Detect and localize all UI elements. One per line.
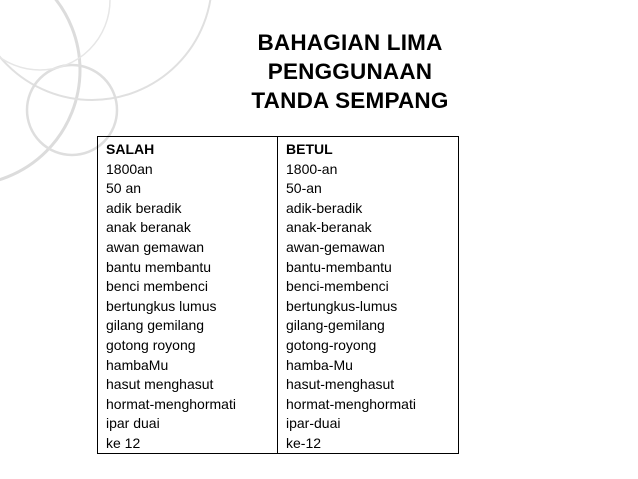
salah-item: hasut menghasut [106,376,214,393]
salah-item: gotong royong [106,336,196,353]
salah-column [98,137,278,453]
betul-item: awan-gemawan [286,238,385,255]
ring-medium [0,0,212,100]
betul-item: bantu-membantu [286,258,392,275]
betul-item: benci-membenci [286,278,389,295]
betul-item: ke-12 [286,434,322,451]
betul-item: hormat-menghormati [286,395,416,412]
betul-item: gotong-royong [286,336,377,353]
salah-item: 50 an [106,180,142,197]
title-line-1: BAHAGIAN LIMA [257,30,443,55]
betul-column [278,137,458,453]
salah-header: SALAH [106,141,155,157]
comparison-table [97,136,459,454]
betul-item: 1800-an [286,160,338,177]
title-line-2: PENGGUNAAN [267,59,433,84]
betul-item: ipar-duai [286,415,341,432]
salah-item: hambaMu [106,356,169,373]
betul-header: BETUL [286,141,333,157]
title-line-3: TANDA SEMPANG [251,88,449,113]
slide-title [200,28,500,115]
salah-item: bantu membantu [106,258,212,275]
ring-inner [0,0,110,70]
betul-item: hamba-Mu [286,356,353,373]
salah-item: 1800an [106,160,153,177]
salah-item: ke 12 [106,434,141,451]
salah-item: anak beranak [106,219,191,236]
salah-item: adik beradik [106,199,182,216]
salah-item: awan gemawan [106,238,205,255]
betul-item: adik-beradik [286,199,363,216]
salah-list [106,160,277,454]
betul-item: anak-beranak [286,219,372,236]
betul-item: gilang-gemilang [286,317,385,334]
betul-item: 50-an [286,180,322,197]
betul-item: bertungkus-lumus [286,297,398,314]
salah-item: hormat-menghormati [106,395,236,412]
salah-item: ipar duai [106,415,160,432]
salah-item: gilang gemilang [106,317,205,334]
salah-item: benci membenci [106,278,208,295]
betul-list [286,160,458,454]
salah-item: bertungkus lumus [106,297,217,314]
ring-large [0,0,80,185]
betul-item: hasut-menghasut [286,376,395,393]
